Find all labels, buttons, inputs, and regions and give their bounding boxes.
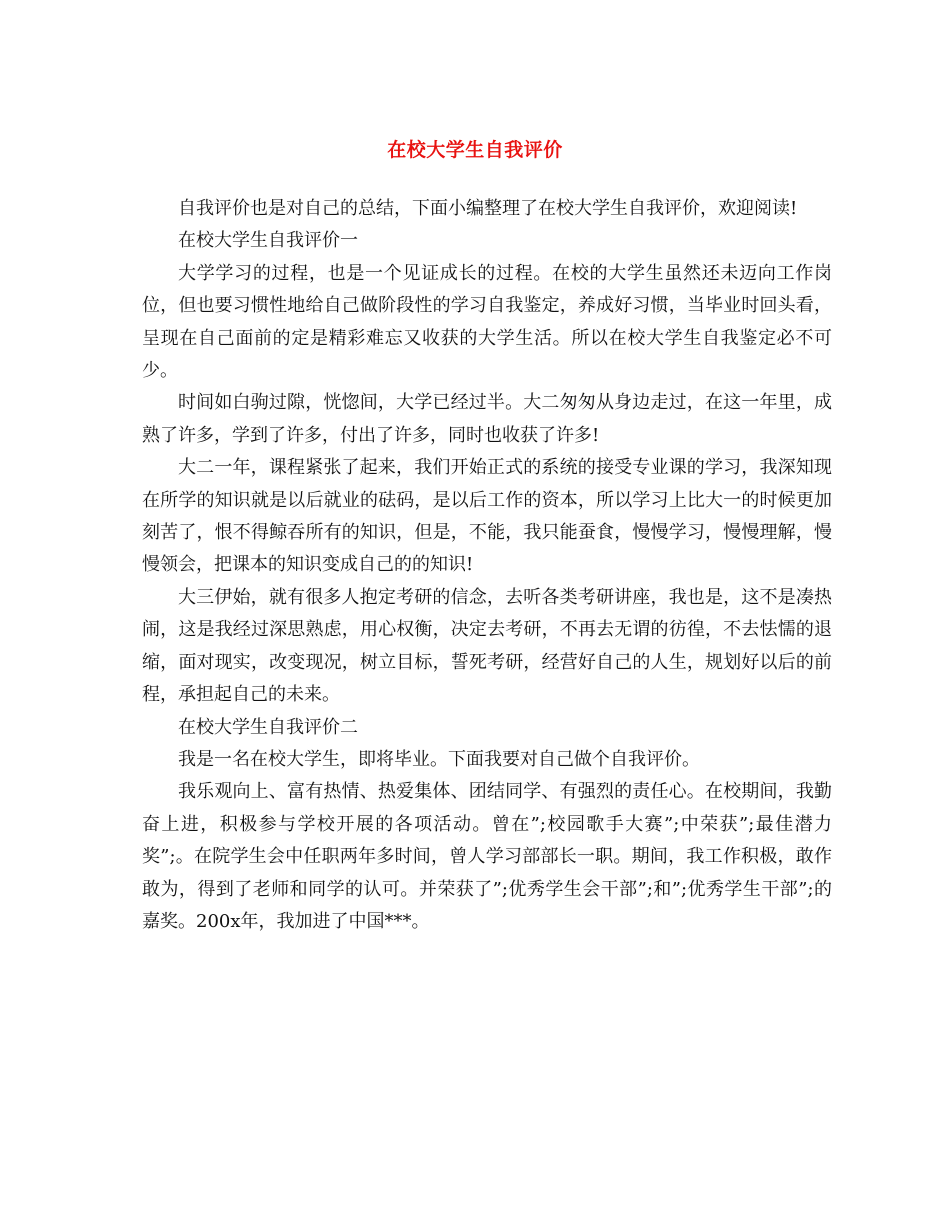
body-paragraph: 大三伊始，就有很多人抱定考研的信念，去听各类考研讲座，我也是，这不是凑热闹，这是我经过深思熟虑，用心权衡，决定去考研，不再去无谓的彷徨，不去怯懦的退缩，面对现实，改变现况，树立目标，誓死考研，经营好自己的人生，规划好以后的前程，承担起自己的未来。 <box>142 586 832 706</box>
intro-paragraph: 自我评价也是对自己的总结，下面小编整理了在校大学生自我评价，欢迎阅读! <box>178 198 798 219</box>
body-paragraph: 我乐观向上、富有热情、热爱集体、团结同学、有强烈的责任心。在校期间，我勤奋上进，积极参与学校开展的各项活动。曾在”;校园歌手大赛”;中荣获”;最佳潜力奖”;。在院学生会中任职两年多时间，曾人学习部部长一职。期间，我工作积极，敢作敢为，得到了老师和同学的认可。并荣获了”;优秀学生会干部”;和”;优秀学生干部”;的嘉奖。200x年，我加进了中国***。 <box>142 781 832 932</box>
document-title: 在校大学生自我评价 <box>387 139 563 161</box>
section-heading-one: 在校大学生自我评价一 <box>178 230 358 252</box>
body-paragraph: 大二一年，课程紧张了起来，我们开始正式的系统的接受专业课的学习，我深知现在所学的知识就是以后就业的砝码，是以后工作的资本，所以学习上比大一的时候更加刻苦了，恨不得鲸吞所有的知识，但是，不能，我只能蚕食，慢慢学习，慢慢理解，慢慢领会，把课本的知识变成自己的的知识! <box>142 457 832 576</box>
body-paragraph: 时间如白驹过隙，恍惚间，大学已经过半。大二匆匆从身边走过，在这一年里，成熟了许多，学到了许多，付出了许多，同时也收获了许多! <box>142 392 832 446</box>
body-paragraph: 大学学习的过程，也是一个见证成长的过程。在校的大学生虽然还未迈向工作岗位，但也要习惯性地给自己做阶段性的学习自我鉴定，养成好习惯，当毕业时回头看，呈现在自己面前的定是精彩难忘又收获的大学生活。所以在校大学生自我鉴定必不可少。 <box>142 262 832 382</box>
section-heading-two: 在校大学生自我评价二 <box>178 716 358 738</box>
body-paragraph: 我是一名在校大学生，即将毕业。下面我要对自己做个自我评价。 <box>178 748 700 770</box>
document-body <box>142 193 832 938</box>
